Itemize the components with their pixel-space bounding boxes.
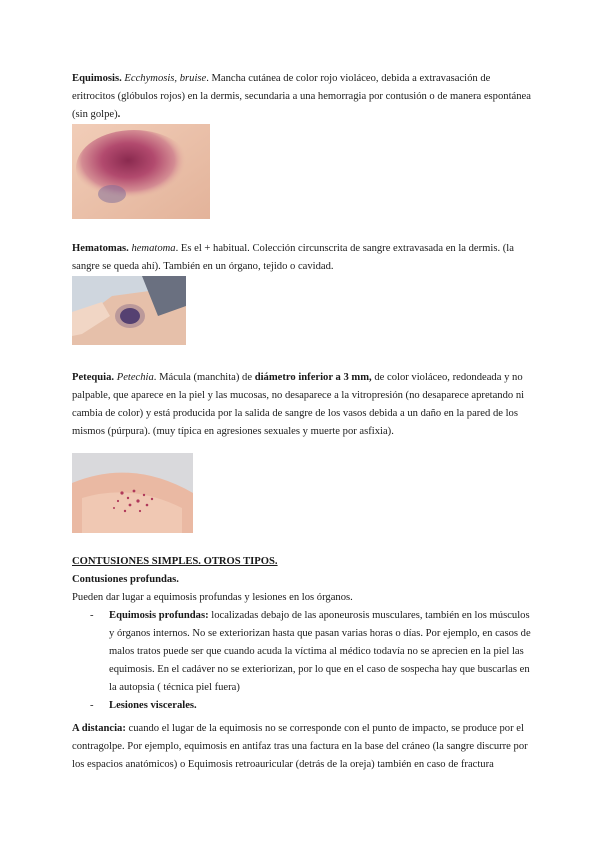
petechia-image bbox=[72, 453, 193, 533]
section-subheading: Contusiones profundas. bbox=[72, 574, 179, 585]
distancia-text: cuando el lugar de la equimosis no se corresponde con el punto de impacto, se produce por el contragolpe. Por ejemplo, equimosis en antifaz tras una factura en la base del cráneo (la sangre discurre por los espacios anatómicos) o Equimosis retroauricular (detrás de la oreja) también en caso de fractura bbox=[72, 723, 528, 770]
distancia-paragraph bbox=[72, 720, 534, 774]
bruise-photo bbox=[72, 124, 210, 219]
equimosis-synonyms: Ecchymosis, bruise bbox=[124, 73, 207, 84]
hematoma-photo bbox=[72, 276, 186, 345]
contusiones-section bbox=[72, 553, 534, 715]
petequia-bold: diámetro inferior a 3 mm, bbox=[254, 372, 372, 383]
petequia-body-b: de color violáceo, redondeada y no palpable, que aparece en la piel y las mucosas, no desaparece a la vitropresión (no desaparece apretando ni cambia de color) y está producida por la salida de sangre de los vasos debida a un daño en la pared de los mismos (púrpura). (muy típica en agresiones sexuales y muerte por asfixia). bbox=[72, 372, 525, 437]
hematoma-image bbox=[72, 276, 186, 345]
equimosis-paragraph: Equimosis. Ecchymosis, bruise. Mancha cutánea de color rojo violáceo, debida a extravasación de eritrocitos (glóbulos rojos) en la dermis, secundaria a una hemorragia por contusión o de manera espontánea (sin golpe). bbox=[72, 73, 531, 120]
hematomas-body: Es el + habitual. Colección circunscrita de sangre extravasada en la dermis. (la sangre se queda ahí). También en un órgano, tejido o cavidad. bbox=[72, 243, 514, 272]
hematomas-synonym: hematoma bbox=[131, 243, 176, 254]
hematomas-paragraph: Hematomas. hematoma. Es el + habitual. Colección circunscrita de sangre extravasada en la dermis. (la sangre se queda ahí). También en un órgano, tejido o cavidad. bbox=[72, 243, 514, 272]
list-item bbox=[72, 607, 534, 697]
list-item-label: Lesiones viscerales. bbox=[109, 700, 197, 711]
petequia-synonym: Petechia bbox=[116, 372, 154, 383]
petequia-term: Petequia. bbox=[72, 372, 115, 383]
petequia-body-a: Mácula (manchita) de bbox=[159, 372, 253, 383]
bruise-image bbox=[72, 124, 210, 219]
list-item-label: Equimosis profundas: bbox=[109, 610, 209, 621]
section-heading: CONTUSIONES SIMPLES. OTROS TIPOS. bbox=[72, 556, 278, 567]
hematomas-term: Hematomas. bbox=[72, 243, 129, 254]
equimosis-term: Equimosis. bbox=[72, 73, 122, 84]
list-item-text: localizadas debajo de las aponeurosis musculares, también en los músculos y órganos internos. No se exteriorizan hasta que pasan varias horas o días. Por ejemplo, en casos de malos tratos puede ser que cuando acuda la víctima al médico todavía no se aprecien en la piel las equimosis. En el cadáver no se exteriorizan, por lo que en el caso de sospecha hay que buscarlas en la autopsia ( técnica piel fuera) bbox=[109, 610, 531, 693]
section-intro: Pueden dar lugar a equimosis profundas y lesiones en los órganos. bbox=[72, 592, 353, 603]
petequia-paragraph: Petequia. Petechia. Mácula (manchita) de diámetro inferior a 3 mm, de color violáceo, redondeada y no palpable, que aparece en la piel y las mucosas, no desaparece a la vitropresión (no desaparece apretando ni cambia de color) y está producida por la salida de sangre de los vasos debida a un daño en la pared de los mismos (púrpura). (muy típica en agresiones sexuales y muerte por asfixia). bbox=[72, 372, 525, 437]
list-item bbox=[72, 697, 534, 715]
petechia-photo bbox=[72, 453, 193, 533]
distancia-label: A distancia: bbox=[72, 723, 126, 734]
list-bullet: - bbox=[90, 610, 94, 621]
list-bullet: - bbox=[90, 700, 94, 711]
section-list bbox=[72, 607, 534, 715]
equimosis-body: Mancha cutánea de color rojo violáceo, debida a extravasación de eritrocitos (glóbulos rojos) en la dermis, secundaria a una hemorragia por contusión o de manera espontánea (sin golpe) bbox=[72, 73, 531, 120]
